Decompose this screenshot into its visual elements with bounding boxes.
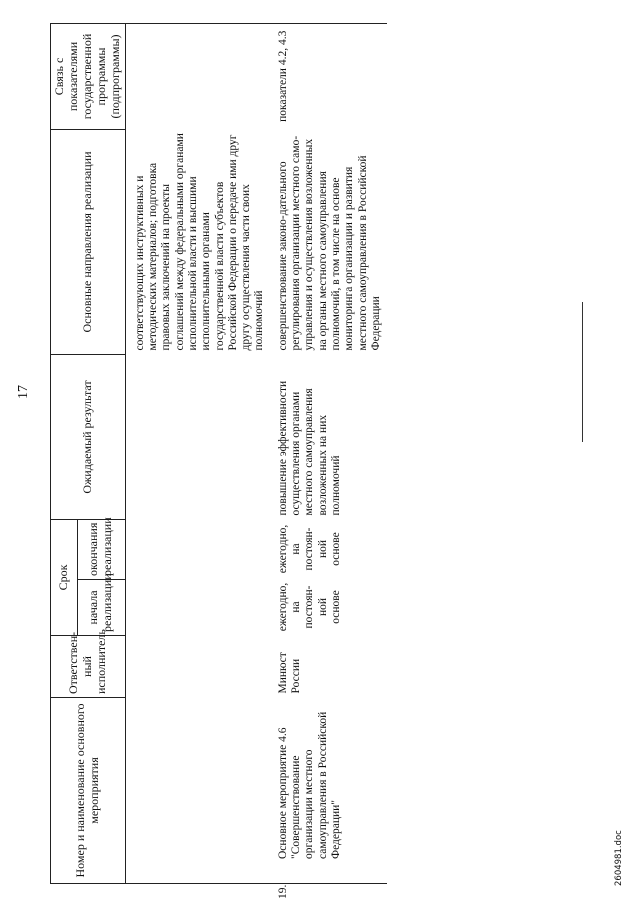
header-term-start: начала реализации — [78, 580, 125, 636]
program-table — [50, 23, 387, 899]
cell-executor: Минюст России — [276, 652, 303, 694]
cell-empty — [125, 355, 271, 520]
header-name: Номер и наименование основного мероприятия — [51, 698, 126, 884]
cell-directions: совершенствование законо-дательного регулирования организации местного само-управления и осуществления возложенных на органы местного самоуправления полномочий, в том числе на основе мониторинга организации и развития местного самоуправления в Российской Федерации — [276, 135, 383, 351]
table-row-continuation — [125, 24, 271, 884]
header-row — [51, 24, 78, 884]
cell-start: ежегодно, на постоян-ной основе — [276, 582, 343, 632]
rotated-page — [10, 12, 630, 899]
doc-reference: 2604981.doc — [614, 830, 624, 886]
header-executor: Ответствен-ный исполнитель — [51, 636, 126, 698]
cell-result: повышение эффективности осуществления органами местного самоуправления возложенных на них полномочий — [276, 380, 343, 516]
header-directions: Основные направления реализации — [51, 130, 126, 355]
cell-link: показатели 4.2, 4.3 — [271, 24, 388, 130]
cell-empty — [125, 580, 271, 636]
page-number: 17 — [16, 385, 31, 399]
cell-empty — [125, 520, 271, 580]
header-term-end: окончания реализации — [78, 520, 125, 580]
table-row-19 — [271, 24, 388, 884]
row-number: 19. — [276, 884, 289, 899]
header-result: Ожидаемый результат — [51, 355, 126, 520]
cell-end: ежегодно, на постоян-ной основе — [276, 524, 343, 574]
header-link: Связь с показателями государственной программы (подпрограммы) — [51, 24, 126, 130]
cell-directions-continued: соответствующих инструктивных и методических материалов; подготовка правовых заключений на проекты соглашений между федеральными органами исполнительной власти и высшими исполнительными органами государственной власти субъектов Российской Федерации о передаче ими друг другу осуществления части своих полномочий — [133, 133, 266, 351]
cell-empty — [125, 636, 271, 698]
row-name: Основное мероприятие 4.6 "Совершенствование организации местного самоуправления в Российской Федерации" — [276, 711, 343, 859]
separator-line — [582, 302, 583, 442]
cell-empty — [125, 698, 271, 884]
header-term: Срок — [51, 520, 78, 636]
cell-empty — [125, 24, 271, 130]
cell-name — [271, 698, 388, 899]
